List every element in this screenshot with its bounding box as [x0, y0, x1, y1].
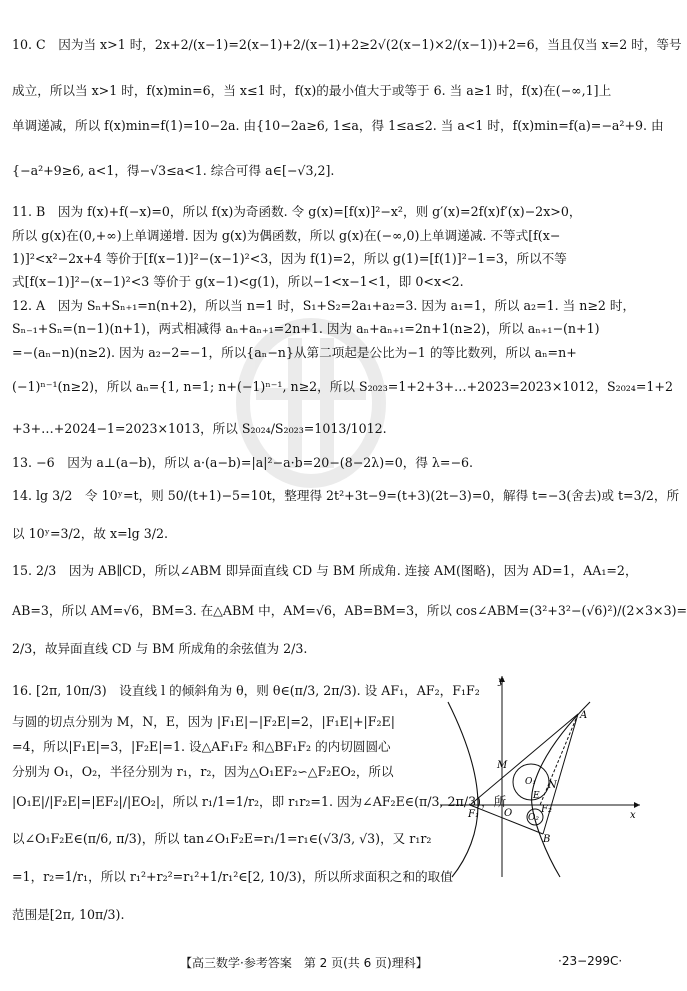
footer-code: ·23−299C·	[558, 954, 623, 968]
answer-10-line-2: 成立，所以当 x>1 时，f(x)min=6，当 x≤1 时，f(x)的最小值大于或等于 6. 当 a≥1 时，f(x)在(−∞,1]上	[12, 83, 612, 98]
answer-10-line-1: 10. C 因为当 x>1 时，2x+2/(x−1)=2(x−1)+2/(x−1)+2≥2√(2(x−1)×2/(x−1))+2=6，当且仅当 x=2 时，等号	[12, 37, 682, 52]
answer-11-line-4: 式[f(x−1)]²−(x−1)²<3 等价于 g(x−1)<g(1)，所以−1<x−1<1，即 0<x<2.	[12, 274, 464, 289]
answer-11-line-2: 所以 g(x)在(0,+∞)上单调递增. 因为 g(x)为偶函数，所以 g(x)在(−∞,0)上单调递减. 不等式[f(x−	[12, 228, 561, 243]
answer-16-line-1: 16. [2π, 10π/3) 设直线 l 的倾斜角为 θ，则 θ∈(π/3, 2π/3). 设 AF₁，AF₂，F₁F₂	[12, 683, 480, 698]
label-O1: O₁	[525, 777, 536, 787]
label-y: y	[498, 676, 504, 687]
label-x: x	[630, 810, 636, 821]
answer-16-line-7: =1，r₂=1/r₁，所以 r₁²+r₂²=r₁²+1/r₁²∈[2, 10/3)，所以所求面积之和的取值	[12, 869, 453, 884]
label-E: E	[533, 791, 540, 801]
label-F2: F₂	[541, 804, 552, 815]
answer-11-line-3: 1)]²<x²−2x+4 等价于[f(x−1)]²−(x−1)²<3，因为 f(1)=2，所以 g(1)=[f(1)]²−1=3，所以不等	[12, 251, 567, 266]
label-F1: F₁	[468, 809, 479, 820]
footer-rule	[0, 950, 653, 951]
hyperbola-figure	[440, 672, 640, 877]
footer-text: 【高三数学·参考答案 第 2 页(共 6 页)理科】	[180, 956, 428, 970]
label-O: O	[504, 808, 513, 819]
answer-12-line-5: +3+…+2024−1=2023×1013，所以 S₂₀₂₄/S₂₀₂₃=1013/1012.	[12, 421, 387, 436]
answer-12-line-3: =−(aₙ−n)(n≥2). 因为 a₂−2=−1，所以{aₙ−n}从第二项起是公比为−1 的等比数列，所以 aₙ=n+	[12, 345, 577, 360]
answer-14-line-1: 14. lg 3/2 令 10ʸ=t，则 50/(t+1)−5=10t，整理得 2t²+3t−9=(t+3)(2t−3)=0，解得 t=−3(舍去)或 t=3/2，所	[12, 488, 680, 503]
answer-16-line-4: 分别为 O₁，O₂，半径分别为 r₁，r₂，因为△O₁EF₂∽△F₂EO₂，所以	[12, 764, 394, 779]
answer-16-line-5: |O₁E|/|F₂E|=|EF₂|/|EO₂|，所以 r₁/1=1/r₂，即 r₁r₂=1. 因为∠AF₂E∈(π/3, 2π/3)，所	[12, 794, 507, 809]
answer-13-line-1: 13. −6 因为 a⊥(a−b)，所以 a·(a−b)=|a|²−a·b=20−(8−2λ)=0，得 λ=−6.	[12, 455, 474, 470]
answer-16-line-6: 以∠O₁F₂E∈(π/6, π/3)，所以 tan∠O₁F₂E=r₁/1=r₁∈(√3/3, √3)，又 r₁r₂	[12, 831, 432, 846]
label-N: N	[548, 780, 557, 791]
label-O2: O₂	[528, 813, 539, 823]
answer-16-line-2: 与圆的切点分别为 M，N，E，因为 |F₁E|−|F₂E|=2，|F₁E|+|F₂E|	[12, 714, 395, 729]
answer-12-line-1: 12. A 因为 Sₙ+Sₙ₊₁=n(n+2)，所以当 n=1 时，S₁+S₂=2a₁+a₂=3. 因为 a₁=1，所以 a₂=1. 当 n≥2 时，	[12, 298, 636, 313]
answer-15-line-2: AB=3，所以 AM=√6，BM=3. 在△ABM 中，AM=√6，AB=BM=3，所以 cos∠ABM=(3²+3²−(√6)²)/(2×3×3)=	[12, 603, 687, 618]
answer-12-line-2: Sₙ₋₁+Sₙ=(n−1)(n+1)，两式相减得 aₙ+aₙ₊₁=2n+1. 因为 aₙ+aₙ₊₁=2n+1(n≥2)，所以 aₙ₊₁−(n+1)	[12, 321, 600, 336]
answer-15-line-1: 15. 2/3 因为 AB∥CD，所以∠ABM 即异面直线 CD 与 BM 所成角. 连接 AM(图略)，因为 AD=1，AA₁=2，	[12, 563, 638, 578]
label-A: A	[580, 710, 588, 721]
answer-15-line-3: 2/3，故异面直线 CD 与 BM 所成角的余弦值为 2/3.	[12, 641, 308, 656]
label-B: B	[543, 834, 551, 845]
answer-10-line-4: {−a²+9≥6, a<1，得−√3≤a<1. 综合可得 a∈[−√3,2].	[12, 163, 335, 178]
answer-12-line-4: (−1)ⁿ⁻¹(n≥2)，所以 aₙ={1, n=1; n+(−1)ⁿ⁻¹, n≥2，所以 S₂₀₂₃=1+2+3+…+2023=2023×1012，S₂₀₂₄=1+2	[12, 379, 673, 394]
label-M: M	[497, 760, 508, 771]
answer-16-line-3: =4，所以|F₁E|=3，|F₂E|=1. 设△AF₁F₂ 和△BF₁F₂ 的内切圆圆心	[12, 739, 391, 754]
answer-11-line-1: 11. B 因为 f(x)+f(−x)=0，所以 f(x)为奇函数. 令 g(x)=[f(x)]²−x²，则 g′(x)=2f(x)f′(x)−2x>0，	[12, 204, 582, 219]
answer-14-line-2: 以 10ʸ=3/2，故 x=lg 3/2.	[12, 526, 168, 541]
answer-16-line-8: 范围是[2π, 10π/3).	[12, 907, 125, 922]
answer-10-line-3: 单调递减，所以 f(x)min=f(1)=10−2a. 由{10−2a≥6, 1≤a，得 1≤a≤2. 当 a<1 时，f(x)min=f(a)=−a²+9. 由	[12, 118, 664, 133]
page-footer	[0, 950, 653, 974]
